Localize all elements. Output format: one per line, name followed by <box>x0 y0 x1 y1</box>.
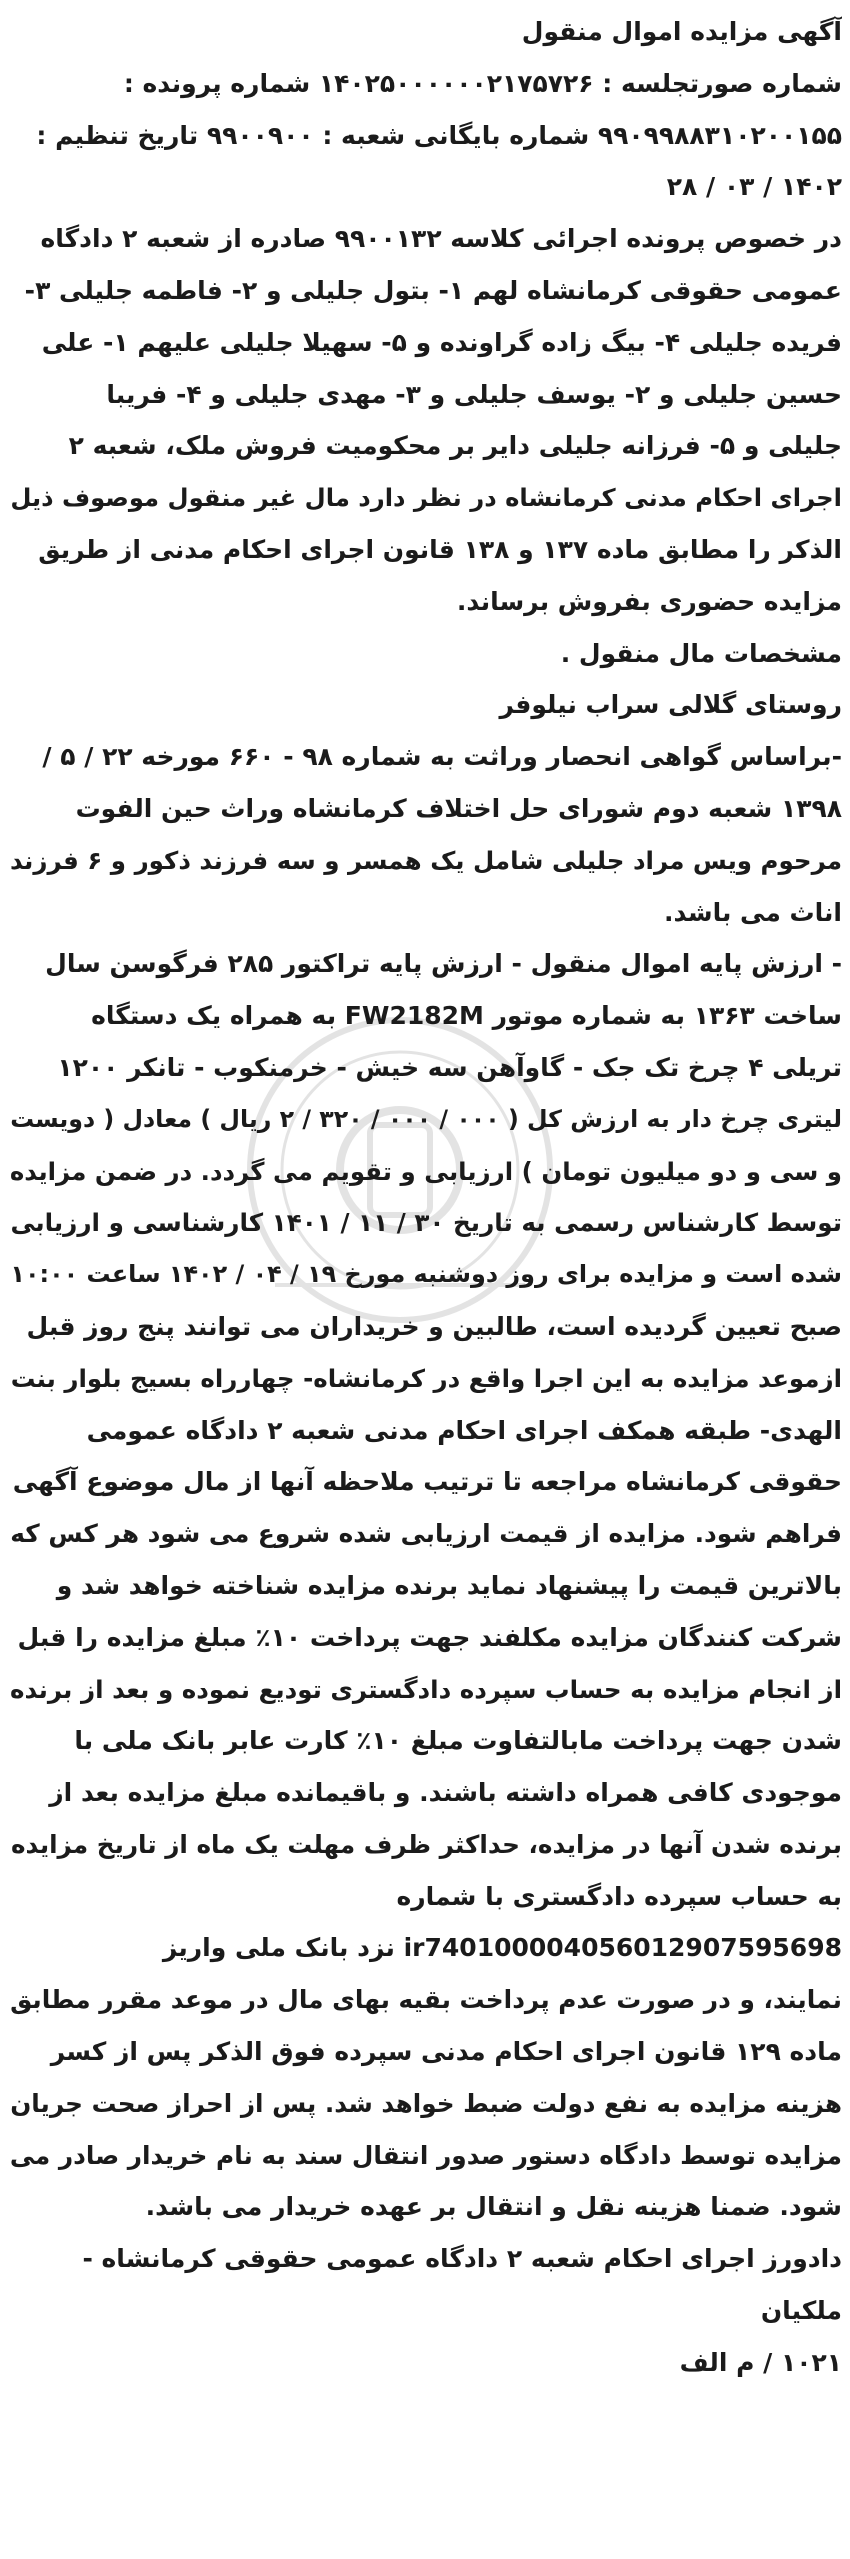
notice-line: مرحوم ویس مراد جلیلی شامل یک همسر و سه فرزند ذکور و ۶ فرزند <box>10 845 842 875</box>
notice-line: در خصوص پرونده اجرائی کلاسه ۹۹۰۰۱۳۲ صادره از شعبه ۲ دادگاه <box>40 224 842 254</box>
notice-line: تریلی ۴ چرخ تک جک - گاوآهن سه خیش - خرمنکوب - تانکر ۱۲۰۰ <box>57 1052 842 1082</box>
notice-line: به حساب سپرده دادگستری با شماره <box>396 1881 842 1911</box>
notice-line: شود. ضمنا هزینه نقل و انتقال بر عهده خریدار می باشد. <box>145 2192 842 2222</box>
notice-line: - ارزش پایه اموال منقول - ارزش پایه تراکتور ۲۸۵ فرگوسن سال <box>45 949 842 979</box>
notice-line: ۹۹۰۹۹۸۸۳۱۰۲۰۰۱۵۵ شماره بایگانی شعبه : ۹۹۰۰۹۰۰ تاریخ تنظیم : <box>36 120 842 150</box>
notice-line: ۱۴۰۲ / ۰۳ / ۲۸ <box>666 172 842 202</box>
notice-line: شده است و مزایده برای روز دوشنبه مورخ ۱۹ / ۰۴ / ۱۴۰۲ ساعت ۱۰:۰۰ <box>10 1260 842 1289</box>
notice-line: ازموعد مزایده به این اجرا واقع در کرمانشاه- چهارراه بسیج بلوار بنت <box>10 1363 842 1393</box>
notice-line: مشخصات مال منقول . <box>560 638 842 668</box>
notice-line: اناث می باشد. <box>664 897 842 927</box>
notice-line: فراهم شود. مزایده از قیمت ارزیابی شده شروع می شود هر کس که <box>10 1519 842 1549</box>
notice-line: روستای گلالی سراب نیلوفر <box>499 690 842 720</box>
notice-line-iban: ir740100004056012907595698 نزد بانک ملی واریز <box>162 1933 842 1963</box>
notice-line: لیتری چرخ دار به ارزش کل ( ۰۰۰ / ۰۰۰ / ۳۲۰ / ۲ ریال ) معادل ( دویست <box>10 1104 842 1133</box>
notice-line: الذکر را مطابق ماده ۱۳۷ و ۱۳۸ قانون اجرای احکام مدنی از طریق <box>38 534 842 564</box>
notice-line: شرکت کنندگان مزایده مکلفند جهت پرداخت ۱۰٪ مبلغ مزایده را قبل <box>17 1622 842 1652</box>
notice-line: توسط کارشناس رسمی به تاریخ ۳۰ / ۱۱ / ۱۴۰۱ کارشناسی و ارزیابی <box>10 1208 842 1238</box>
auction-notice-document <box>10 6 842 2389</box>
notice-line: فریده جلیلی ۴- بیگ زاده گراونده و ۵- سهیلا جلیلی علیهم ۱- علی <box>41 327 842 357</box>
notice-line: مزایده حضوری بفروش برساند. <box>456 586 842 616</box>
notice-line: شدن جهت پرداخت مابالتفاوت مبلغ ۱۰٪ کارت عابر بانک ملی با <box>74 1726 842 1756</box>
notice-line: برنده شدن آنها در مزایده، حداکثر ظرف مهلت یک ماه از تاریخ مزایده <box>10 1829 842 1859</box>
notice-line: ساخت ۱۳۶۳ به شماره موتور FW2182M به همراه یک دستگاه <box>91 1001 842 1031</box>
signature-name: ملکیان <box>760 2296 842 2326</box>
notice-line: صبح تعیین گردیده است، طالبین و خریداران می توانند پنج روز قبل <box>26 1311 842 1341</box>
notice-line: از انجام مزایده به حساب سپرده دادگستری تودیع نموده و بعد از برنده <box>10 1674 842 1704</box>
notice-line: بالاترین قیمت را پیشنهاد نماید برنده مزایده شناخته خواهد شد و <box>56 1570 842 1600</box>
notice-line: هزینه مزایده به نفع دولت ضبط خواهد شد. پس از احراز صحت جریان <box>10 2088 842 2118</box>
notice-title: آگهی مزایده اموال منقول <box>521 17 842 46</box>
notice-line: جلیلی و ۵- فرزانه جلیلی دایر بر محکومیت فروش ملک، شعبه ۲ <box>68 431 842 461</box>
signature-line: دادورز اجرای احکام شعبه ۲ دادگاه عمومی حقوقی کرمانشاه - <box>82 2244 842 2274</box>
notice-line: -براساس گواهی انحصار وراثت به شماره ۹۸ - ۶۶۰ مورخه ۲۲ / ۵ / <box>42 742 842 772</box>
notice-line: اجرای احکام مدنی کرمانشاه در نظر دارد مال غیر منقول موصوف ذیل <box>10 483 842 513</box>
notice-line: موجودی کافی همراه داشته باشند. و باقیمانده مبلغ مزایده بعد از <box>49 1778 842 1808</box>
notice-line: ۱۳۹۸ شعبه دوم شورای حل اختلاف کرمانشاه وراث حین الفوت <box>75 793 842 823</box>
notice-line: حسین جلیلی و ۲- یوسف جلیلی و ۳- مهدی جلیلی و ۴- فریبا <box>106 379 842 409</box>
notice-line: الهدی- طبقه همکف اجرای احکام مدنی شعبه ۲ دادگاه عمومی <box>86 1415 842 1445</box>
notice-line: شماره صورتجلسه : ۱۴۰۲۵۰۰۰۰۰۰۲۱۷۵۷۲۶ شماره پرونده : <box>123 68 842 98</box>
notice-line: و سی و دو میلیون تومان ) ارزیابی و تقویم می گردد. در ضمن مزایده <box>10 1156 842 1186</box>
notice-line: نمایند، و در صورت عدم پرداخت بقیه بهای مال در موعد مقرر مطابق <box>10 1985 842 2015</box>
reference-number: ۱۰۲۱ / م الف <box>679 2347 842 2377</box>
notice-line: ماده ۱۲۹ قانون اجرای احکام مدنی سپرده فوق الذکر پس از کسر <box>50 2037 842 2067</box>
notice-line: عمومی حقوقی کرمانشاه لهم ۱- بتول جلیلی و ۲- فاطمه جلیلی ۳- <box>24 275 842 305</box>
notice-line: مزایده توسط دادگاه دستور صدور انتقال سند به نام خریدار صادر می <box>10 2140 842 2170</box>
notice-line: حقوقی کرمانشاه مراجعه تا ترتیب ملاحظه آنها از مال موضوع آگهی <box>12 1467 842 1497</box>
